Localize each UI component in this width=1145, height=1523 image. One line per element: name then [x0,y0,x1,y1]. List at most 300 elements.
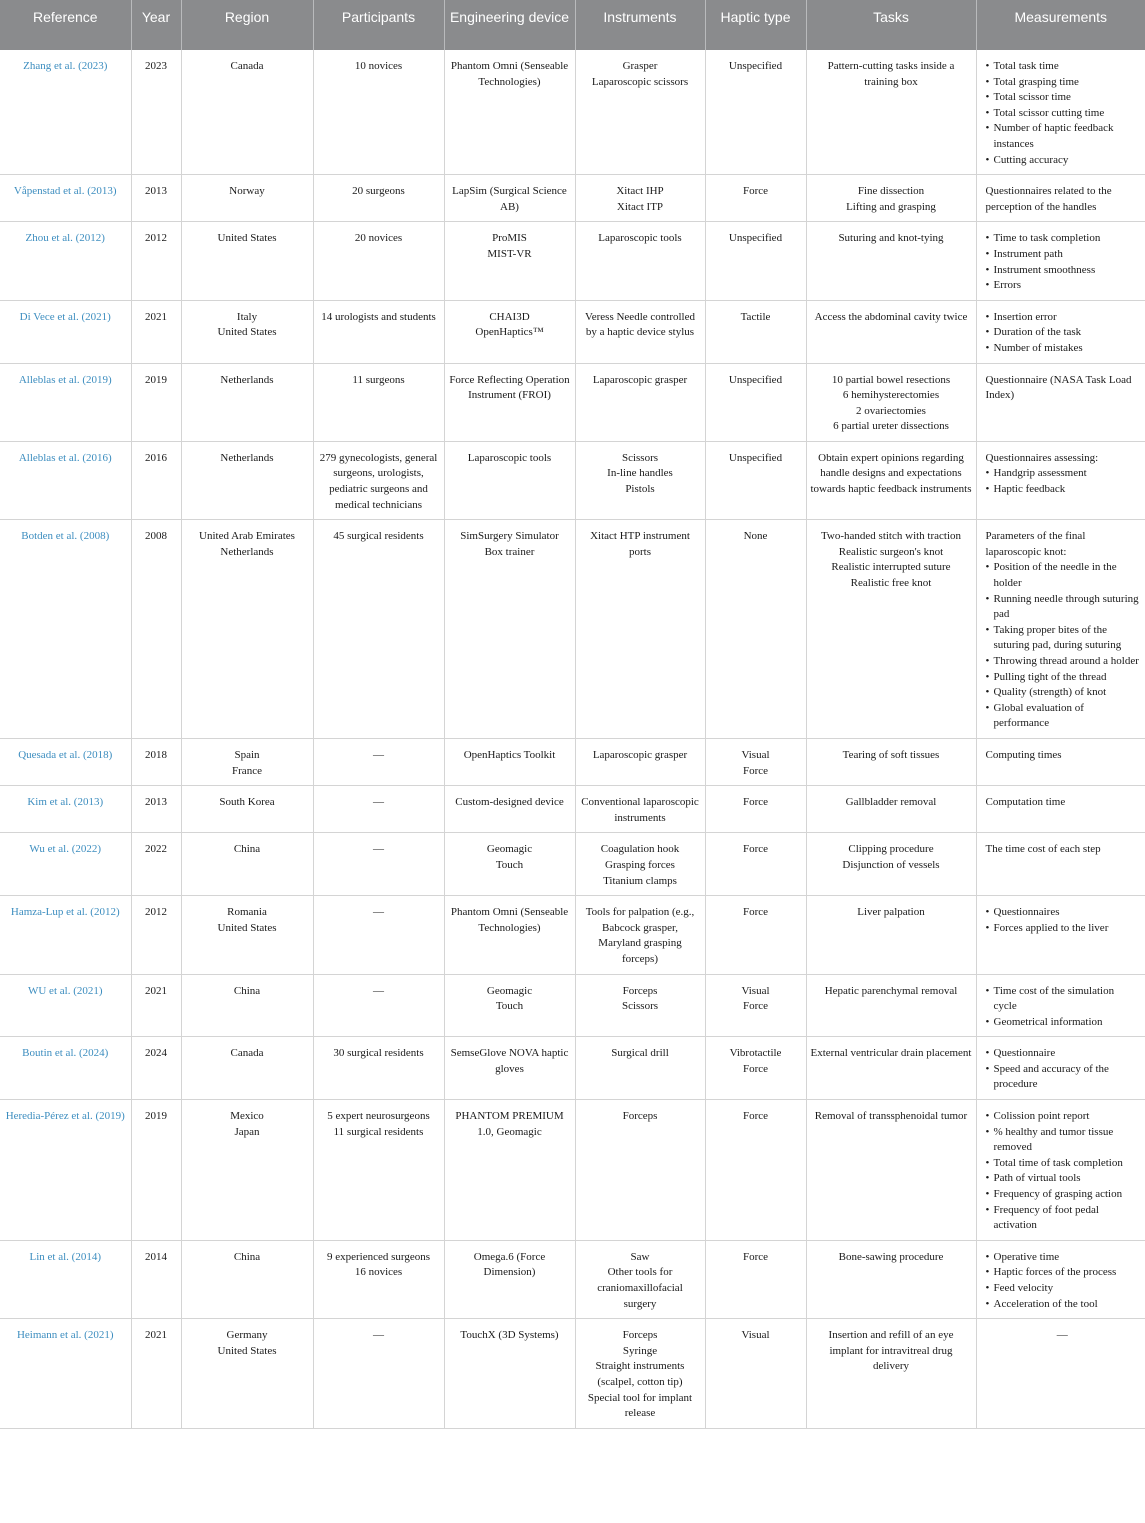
measurements-cell [976,738,1145,785]
year-cell: 2013 [131,786,181,833]
measurement-bullet: • Total time of task completion [986,1156,1140,1172]
cell-line: Laparoscopic grasper [592,748,688,761]
device-cell [444,175,575,222]
measurement-bullet: • Operative time [986,1250,1140,1266]
measurement-bullet: • % healthy and tumor tissue removed [986,1125,1140,1156]
header-region: Region [181,0,313,50]
region-cell [181,520,313,739]
cell-line: Forceps [622,1329,658,1342]
cell-line: China [233,984,261,997]
cell-line: Visual [741,748,770,761]
tasks-cell [806,896,976,974]
participants-cell [313,974,444,1037]
cell-line: 14 urologists and students [321,310,436,323]
measurements-cell [976,1100,1145,1241]
table-row [0,833,1145,896]
tasks-cell [806,1037,976,1100]
measurements-cell [976,50,1145,175]
cell-line: Unspecified [728,451,783,464]
cell-line: China [233,1250,261,1263]
reference-cell [0,1240,131,1318]
cell-line: United States [217,921,277,934]
cell-line: Mexico [230,1110,264,1123]
table-row [0,175,1145,222]
measurements-cell [976,300,1145,363]
cell-line: OpenHaptics Toolkit [463,748,556,761]
year-cell: 2008 [131,520,181,739]
measurement-bullet: • Quality (strength) of knot [986,685,1140,701]
cell-line: 20 surgeons [352,185,405,198]
measurements-cell [976,1319,1145,1429]
instruments-cell [575,363,705,441]
table-row [0,520,1145,739]
cell-line: — [373,906,384,919]
reference-link[interactable]: Botden et al. (2008) [21,530,110,543]
device-cell [444,441,575,519]
cell-line: OpenHaptics™ [475,326,544,339]
cell-line: MIST-VR [487,247,532,260]
measurement-bullet: • Geometrical information [986,1015,1140,1031]
cell-line: United States [217,326,277,339]
cell-line: 30 surgical residents [333,1047,424,1060]
measurements-cell [976,1240,1145,1318]
cell-line: Access the abdominal cavity twice [814,310,968,323]
cell-line: Custom-designed device [455,796,564,809]
haptic-type-cell [705,441,806,519]
participants-cell [313,738,444,785]
haptic-type-cell [705,974,806,1037]
measurement-bullet: • Instrument smoothness [986,263,1140,279]
reference-cell [0,175,131,222]
device-cell [444,1319,575,1429]
cell-line: 10 novices [354,60,403,72]
reference-cell [0,50,131,175]
cell-line: Fine dissection [857,185,925,198]
reference-cell [0,974,131,1037]
cell-line: 20 novices [354,232,403,245]
haptic-type-cell [705,1100,806,1241]
device-cell [444,974,575,1037]
cell-line: 5 expert neurosurgeons [327,1110,430,1123]
header-engineering-device: Engineering device [444,0,575,50]
header-haptic-type: Haptic type [705,0,806,50]
region-cell [181,50,313,175]
measurement-bullet: • Forces applied to the liver [986,921,1140,937]
instruments-cell [575,786,705,833]
measurement-intro: Questionnaire (NASA Task Load Index) [985,373,1132,402]
cell-line: Coagulation hook [600,843,680,856]
participants-cell [313,1100,444,1241]
measurements-cell [976,1037,1145,1100]
tasks-cell [806,520,976,739]
table-row [0,896,1145,974]
measurement-intro: — [1056,1329,1068,1342]
cell-line: Titanium clamps [603,874,677,887]
cell-line: Pistols [625,483,655,496]
measurements-cell [976,974,1145,1037]
table-row [0,50,1145,175]
cell-line: Force [742,906,769,919]
measurements-cell [976,363,1145,441]
year-cell: 2018 [131,738,181,785]
cell-line: Romania [227,906,267,919]
device-cell [444,222,575,300]
reference-link[interactable]: Lin et al. (2014) [29,1250,101,1263]
measurement-bullet: • Insertion error [986,310,1140,326]
cell-line: Obtain expert opinions regarding handle designs and expectations towards haptic feedback instruments [810,451,972,496]
cell-line: 11 surgeons [352,373,405,386]
cell-line: 45 surgical residents [333,530,424,543]
measurements-cell [976,896,1145,974]
cell-line: Forceps [622,984,658,997]
cell-line: Spain [234,748,260,761]
cell-line: Vibrotactile [729,1047,782,1060]
reference-cell [0,1319,131,1429]
table-row [0,1319,1145,1429]
reference-cell [0,786,131,833]
cell-line: Xitact ITP [616,200,664,213]
tasks-cell [806,786,976,833]
table-row [0,441,1145,519]
cell-line: Laparoscopic scissors [591,75,689,88]
device-cell [444,1100,575,1241]
cell-line: LapSim (Surgical Science AB) [452,185,567,213]
region-cell [181,300,313,363]
cell-line: Clipping procedure [848,843,934,856]
cell-line: Realistic free knot [850,577,932,590]
cell-line: Force [742,796,769,809]
year-cell: 2012 [131,896,181,974]
cell-line: Force Reflecting Operation Instrument (FROI) [449,373,570,402]
measurement-bullet: • Speed and accuracy of the procedure [986,1062,1140,1093]
cell-line: Veress Needle controlled by a haptic device stylus [585,310,695,339]
cell-line: United Arab Emirates [199,530,295,543]
cell-line: Netherlands [220,373,274,386]
cell-line: Force [742,1250,769,1263]
measurement-bullet: • Duration of the task [986,325,1140,341]
cell-line: — [373,748,384,761]
year-cell: 2021 [131,1319,181,1429]
cell-line: SemseGlove NOVA haptic gloves [450,1047,569,1075]
measurement-bullet: • Total scissor cutting time [986,106,1140,122]
cell-line: 9 experienced surgeons [326,1250,431,1263]
table-row [0,1037,1145,1100]
reference-cell [0,363,131,441]
cell-line: Tearing of soft tissues [842,748,940,761]
measurement-bullet: • Frequency of foot pedal activation [986,1203,1140,1234]
device-cell [444,50,575,175]
cell-line: Germany [226,1329,268,1342]
participants-cell [313,363,444,441]
instruments-cell [575,738,705,785]
measurement-bullet: • Handgrip assessment [986,466,1140,482]
instruments-cell [575,300,705,363]
cell-line: Visual [741,1329,770,1342]
table-row [0,300,1145,363]
measurement-bullet: • Total scissor time [986,90,1140,106]
haptic-type-cell [705,786,806,833]
cell-line: Two-handed stitch with traction [820,530,962,543]
cell-line: ProMIS [492,232,527,245]
instruments-cell [575,1240,705,1318]
cell-line: South Korea [219,796,275,809]
cell-line: Conventional laparoscopic instruments [581,796,699,824]
instruments-cell [575,50,705,175]
reference-link[interactable]: Heredia-Pérez et al. (2019) [5,1110,125,1123]
haptic-type-cell [705,1037,806,1100]
cell-line: Syringe [622,1344,658,1357]
measurements-cell [976,520,1145,739]
cell-line: Visual [741,984,770,997]
measurement-bullet: • Instrument path [986,247,1140,263]
cell-line: Insertion and refill of an eye implant for intravitreal drug delivery [828,1329,954,1373]
region-cell [181,833,313,896]
cell-line: — [373,1329,384,1342]
cell-line: Force [742,1000,769,1013]
participants-cell [313,222,444,300]
haptic-type-cell [705,1319,806,1429]
table-row [0,363,1145,441]
measurement-intro: Computation time [985,796,1066,809]
year-cell: 2019 [131,363,181,441]
table-row [0,786,1145,833]
reference-cell [0,222,131,300]
tasks-cell [806,50,976,175]
cell-line: Special tool for implant release [587,1391,693,1420]
participants-cell [313,300,444,363]
year-cell: 2013 [131,175,181,222]
year-cell: 2022 [131,833,181,896]
cell-line: Scissors [621,1000,659,1013]
measurement-bullet: • Frequency of grasping action [986,1187,1140,1203]
tasks-cell [806,363,976,441]
reference-link[interactable]: Zhou et al. (2012) [25,232,105,245]
measurement-bullet: • Cutting accuracy [986,153,1140,169]
cell-line: Removal of transsphenoidal tumor [814,1110,968,1123]
reference-link[interactable]: Våpenstad et al. (2013) [13,185,117,198]
measurement-bullet: • Total task time [986,59,1140,75]
cell-line: Phantom Omni (Senseable Technologies) [450,906,569,934]
cell-line: Unspecified [728,232,783,245]
reference-link[interactable]: Heimann et al. (2021) [16,1329,114,1342]
cell-line: Bone-sawing procedure [838,1250,944,1263]
participants-cell [313,175,444,222]
cell-line: Geomagic [486,843,533,856]
cell-line: Box trainer [484,545,535,558]
year-cell: 2014 [131,1240,181,1318]
year-cell: 2023 [131,50,181,175]
device-cell [444,896,575,974]
cell-line: France [232,764,262,777]
cell-line: Pattern-cutting tasks inside a training box [827,60,955,88]
reference-link[interactable]: Alleblas et al. (2016) [18,451,112,464]
measurement-bullet: • Time cost of the simulation cycle [986,984,1140,1015]
haptic-type-cell [705,896,806,974]
region-cell [181,1240,313,1318]
participants-cell [313,833,444,896]
measurement-intro: Parameters of the final laparoscopic knot: [985,530,1086,558]
cell-line: 10 partial bowel resections [831,373,951,386]
cell-line: Scissors [621,451,659,464]
cell-line: Realistic interrupted suture [831,561,951,574]
haptic-type-cell [705,520,806,739]
instruments-cell [575,896,705,974]
device-cell [444,738,575,785]
measurement-intro: Questionnaires assessing: [985,451,1099,464]
reference-link[interactable]: Zhang et al. (2023) [23,60,108,72]
reference-link[interactable]: WU et al. (2021) [27,984,103,997]
reference-link[interactable]: Wu et al. (2022) [29,843,102,856]
cell-line: United States [217,1344,277,1357]
year-cell: 2016 [131,441,181,519]
cell-line: Other tools for craniomaxillofacial surgery [597,1266,683,1310]
cell-line: CHAI3D [489,310,530,323]
reference-link[interactable]: Quesada et al. (2018) [18,748,113,761]
measurement-intro: Computing times [985,748,1062,761]
cell-line: SimSurgery Simulator [460,530,559,543]
measurement-bullet: • Errors [986,278,1140,294]
cell-line: External ventricular drain placement [810,1047,972,1060]
tasks-cell [806,833,976,896]
cell-line: Geomagic [486,984,533,997]
reference-link[interactable]: Di Vece et al. (2021) [19,310,111,323]
measurement-bullet: • Number of haptic feedback instances [986,121,1140,152]
measurement-bullet: • Haptic feedback [986,482,1140,498]
cell-line: Suturing and knot-tying [838,232,944,245]
cell-line: Liver palpation [857,906,925,919]
cell-line: — [373,843,384,856]
cell-line: Straight instruments (scalpel, cotton tip) [595,1360,685,1388]
cell-line: 16 novices [354,1266,403,1279]
instruments-cell [575,833,705,896]
year-cell: 2021 [131,300,181,363]
region-cell [181,441,313,519]
cell-line: Phantom Omni (Senseable Technologies) [450,60,569,88]
measurement-bullet: • Global evaluation of performance [986,701,1140,732]
cell-line: Force [742,1062,769,1075]
haptic-type-cell [705,1240,806,1318]
cell-line: Saw [630,1250,650,1263]
cell-line: 279 gynecologists, general surgeons, urologists, pediatric surgeons and medical technicians [319,451,438,511]
cell-line: Grasping forces [605,858,675,871]
cell-line: Gallbladder removal [845,796,937,809]
measurement-bullet: • Questionnaires [986,905,1140,921]
table-body [0,50,1145,1428]
table-row [0,222,1145,300]
measurement-bullet: • Position of the needle in the holder [986,560,1140,591]
cell-line: Italy [236,310,258,323]
region-cell [181,222,313,300]
reference-link[interactable]: Hamza-Lup et al. (2012) [10,906,120,919]
cell-line: Unspecified [728,60,783,72]
cell-line: 6 hemihysterectomies [842,389,940,402]
measurement-intro: Questionnaires related to the perception of the handles [985,185,1112,213]
region-cell [181,175,313,222]
cell-line: — [373,796,384,809]
reference-cell [0,738,131,785]
cell-line: Canada [230,1047,264,1060]
reference-cell [0,441,131,519]
header-year: Year [131,0,181,50]
measurement-bullet: • Acceleration of the tool [986,1297,1140,1313]
participants-cell [313,441,444,519]
table-row [0,974,1145,1037]
device-cell [444,363,575,441]
reference-cell [0,300,131,363]
measurement-bullet: • Haptic forces of the process [986,1265,1140,1281]
measurement-bullet: • Feed velocity [986,1281,1140,1297]
cell-line: — [373,984,384,997]
instruments-cell [575,175,705,222]
cell-line: 6 partial ureter dissections [833,420,949,433]
participants-cell [313,786,444,833]
cell-line: Touch [495,1000,524,1013]
measurement-bullet: • Time to task completion [986,231,1140,247]
cell-line: Laparoscopic tools [467,451,552,464]
cell-line: Hepatic parenchymal removal [824,984,958,997]
year-cell: 2024 [131,1037,181,1100]
tasks-cell [806,1319,976,1429]
cell-line: Netherlands [220,451,274,464]
cell-line: Surgical drill [611,1047,669,1060]
region-cell [181,1319,313,1429]
cell-line: Forceps [622,1110,658,1123]
cell-line: Laparoscopic tools [598,232,682,245]
reference-link[interactable]: Boutin et al. (2024) [22,1047,109,1060]
device-cell [444,833,575,896]
instruments-cell [575,1100,705,1241]
instruments-cell [575,974,705,1037]
cell-line: Force [742,764,769,777]
cell-line: Tactile [740,310,771,323]
instruments-cell [575,1037,705,1100]
instruments-cell [575,222,705,300]
cell-line: Unspecified [728,373,783,386]
measurement-bullet: • Number of mistakes [986,341,1140,357]
reference-link[interactable]: Alleblas et al. (2019) [18,373,112,386]
reference-cell [0,896,131,974]
cell-line: Norway [229,185,265,198]
region-cell [181,738,313,785]
haptic-type-cell [705,222,806,300]
device-cell [444,300,575,363]
measurement-bullet: • Total grasping time [986,75,1140,91]
reference-link[interactable]: Kim et al. (2013) [27,796,104,809]
cell-line: Realistic surgeon's knot [838,545,944,558]
cell-line: Xitact IHP [616,185,664,198]
measurement-bullet: • Pulling tight of the thread [986,670,1140,686]
measurements-cell [976,175,1145,222]
cell-line: Japan [234,1125,260,1138]
cell-line: Xitact HTP instrument ports [590,530,690,558]
table-row [0,738,1145,785]
header-reference: Reference [0,0,131,50]
header-instruments: Instruments [575,0,705,50]
region-cell [181,363,313,441]
header-row [0,0,1145,50]
cell-line: Touch [495,858,524,871]
tasks-cell [806,175,976,222]
participants-cell [313,1037,444,1100]
cell-line: Force [742,843,769,856]
cell-line: United States [217,232,277,245]
cell-line: 2 ovariectomies [856,404,926,417]
haptic-type-cell [705,833,806,896]
region-cell [181,1037,313,1100]
tasks-cell [806,222,976,300]
measurement-bullet: • Running needle through suturing pad [986,592,1140,623]
region-cell [181,896,313,974]
